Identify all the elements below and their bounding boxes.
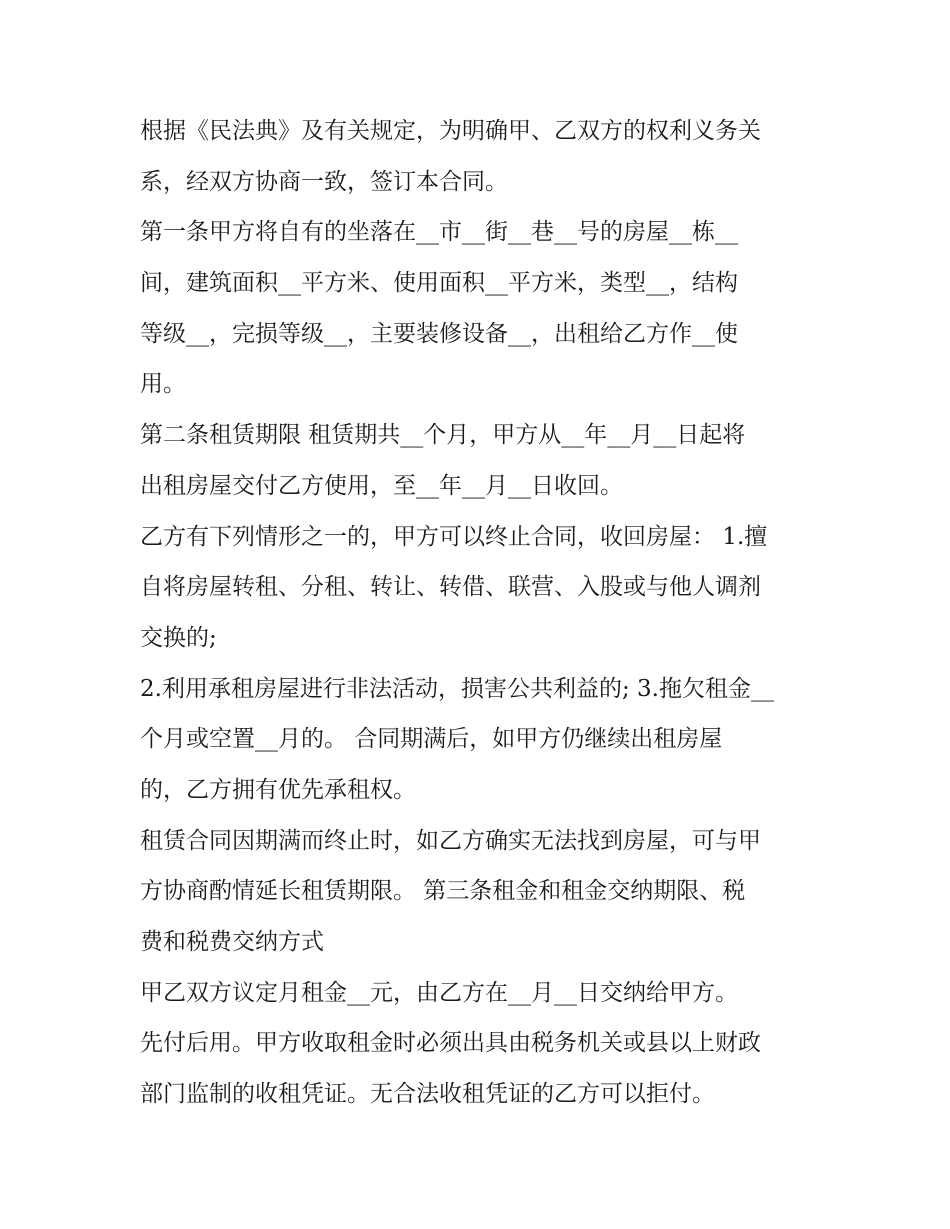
text-line: 第一条甲方将自有的坐落在__市__街__巷__号的房屋__栋__ [140,219,738,246]
text-line: 第二条租赁期限 租赁期共__个月，甲方从__年__月__日起将 [140,422,746,449]
text-line: 方协商酌情延长租赁期限。 第三条租金和租金交纳期限、税 [140,878,746,905]
text-line: 租赁合同因期满而终止时，如乙方确实无法找到房屋，可与甲 [140,827,761,854]
text-line: 甲乙双方议定月租金__元，由乙方在__月__日交纳给甲方。 [140,979,738,1006]
text-line: 间，建筑面积__平方米、使用面积__平方米，类型__，结构 [140,270,738,297]
text-line: 部门监制的收租凭证。无合法收租凭证的乙方可以拒付。 [140,1081,715,1108]
text-line: 的，乙方拥有优先承租权。 [140,776,416,803]
text-line: 等级__，完损等级__，主要装修设备__，出租给乙方作__使 [140,320,738,347]
text-line: 系，经双方协商一致，签订本合同。 [140,168,508,195]
text-line: 2.利用承租房屋进行非法活动，损害公共利益的; 3.拖欠租金__ [140,675,774,702]
contract-text [140,106,820,1120]
text-line: 费和税费交纳方式 [140,929,324,955]
text-line: 自将房屋转租、分租、转让、转借、联营、入股或与他人调剂 [140,574,761,601]
text-line: 根据《民法典》及有关规定，为明确甲、乙双方的权利义务关 [140,118,761,144]
text-line: 个月或空置__月的。 合同期满后，如甲方仍继续出租房屋 [140,726,723,753]
text-line: 用。 [140,371,186,398]
text-line: 先付后用。甲方收取租金时必须出具由税务机关或县以上财政 [140,1030,761,1057]
text-line: 乙方有下列情形之一的，甲方可以终止合同，收回房屋： 1.擅 [140,523,768,550]
text-line: 出租房屋交付乙方使用，至__年__月__日收回。 [140,472,623,499]
text-line: 交换的; [140,624,217,651]
